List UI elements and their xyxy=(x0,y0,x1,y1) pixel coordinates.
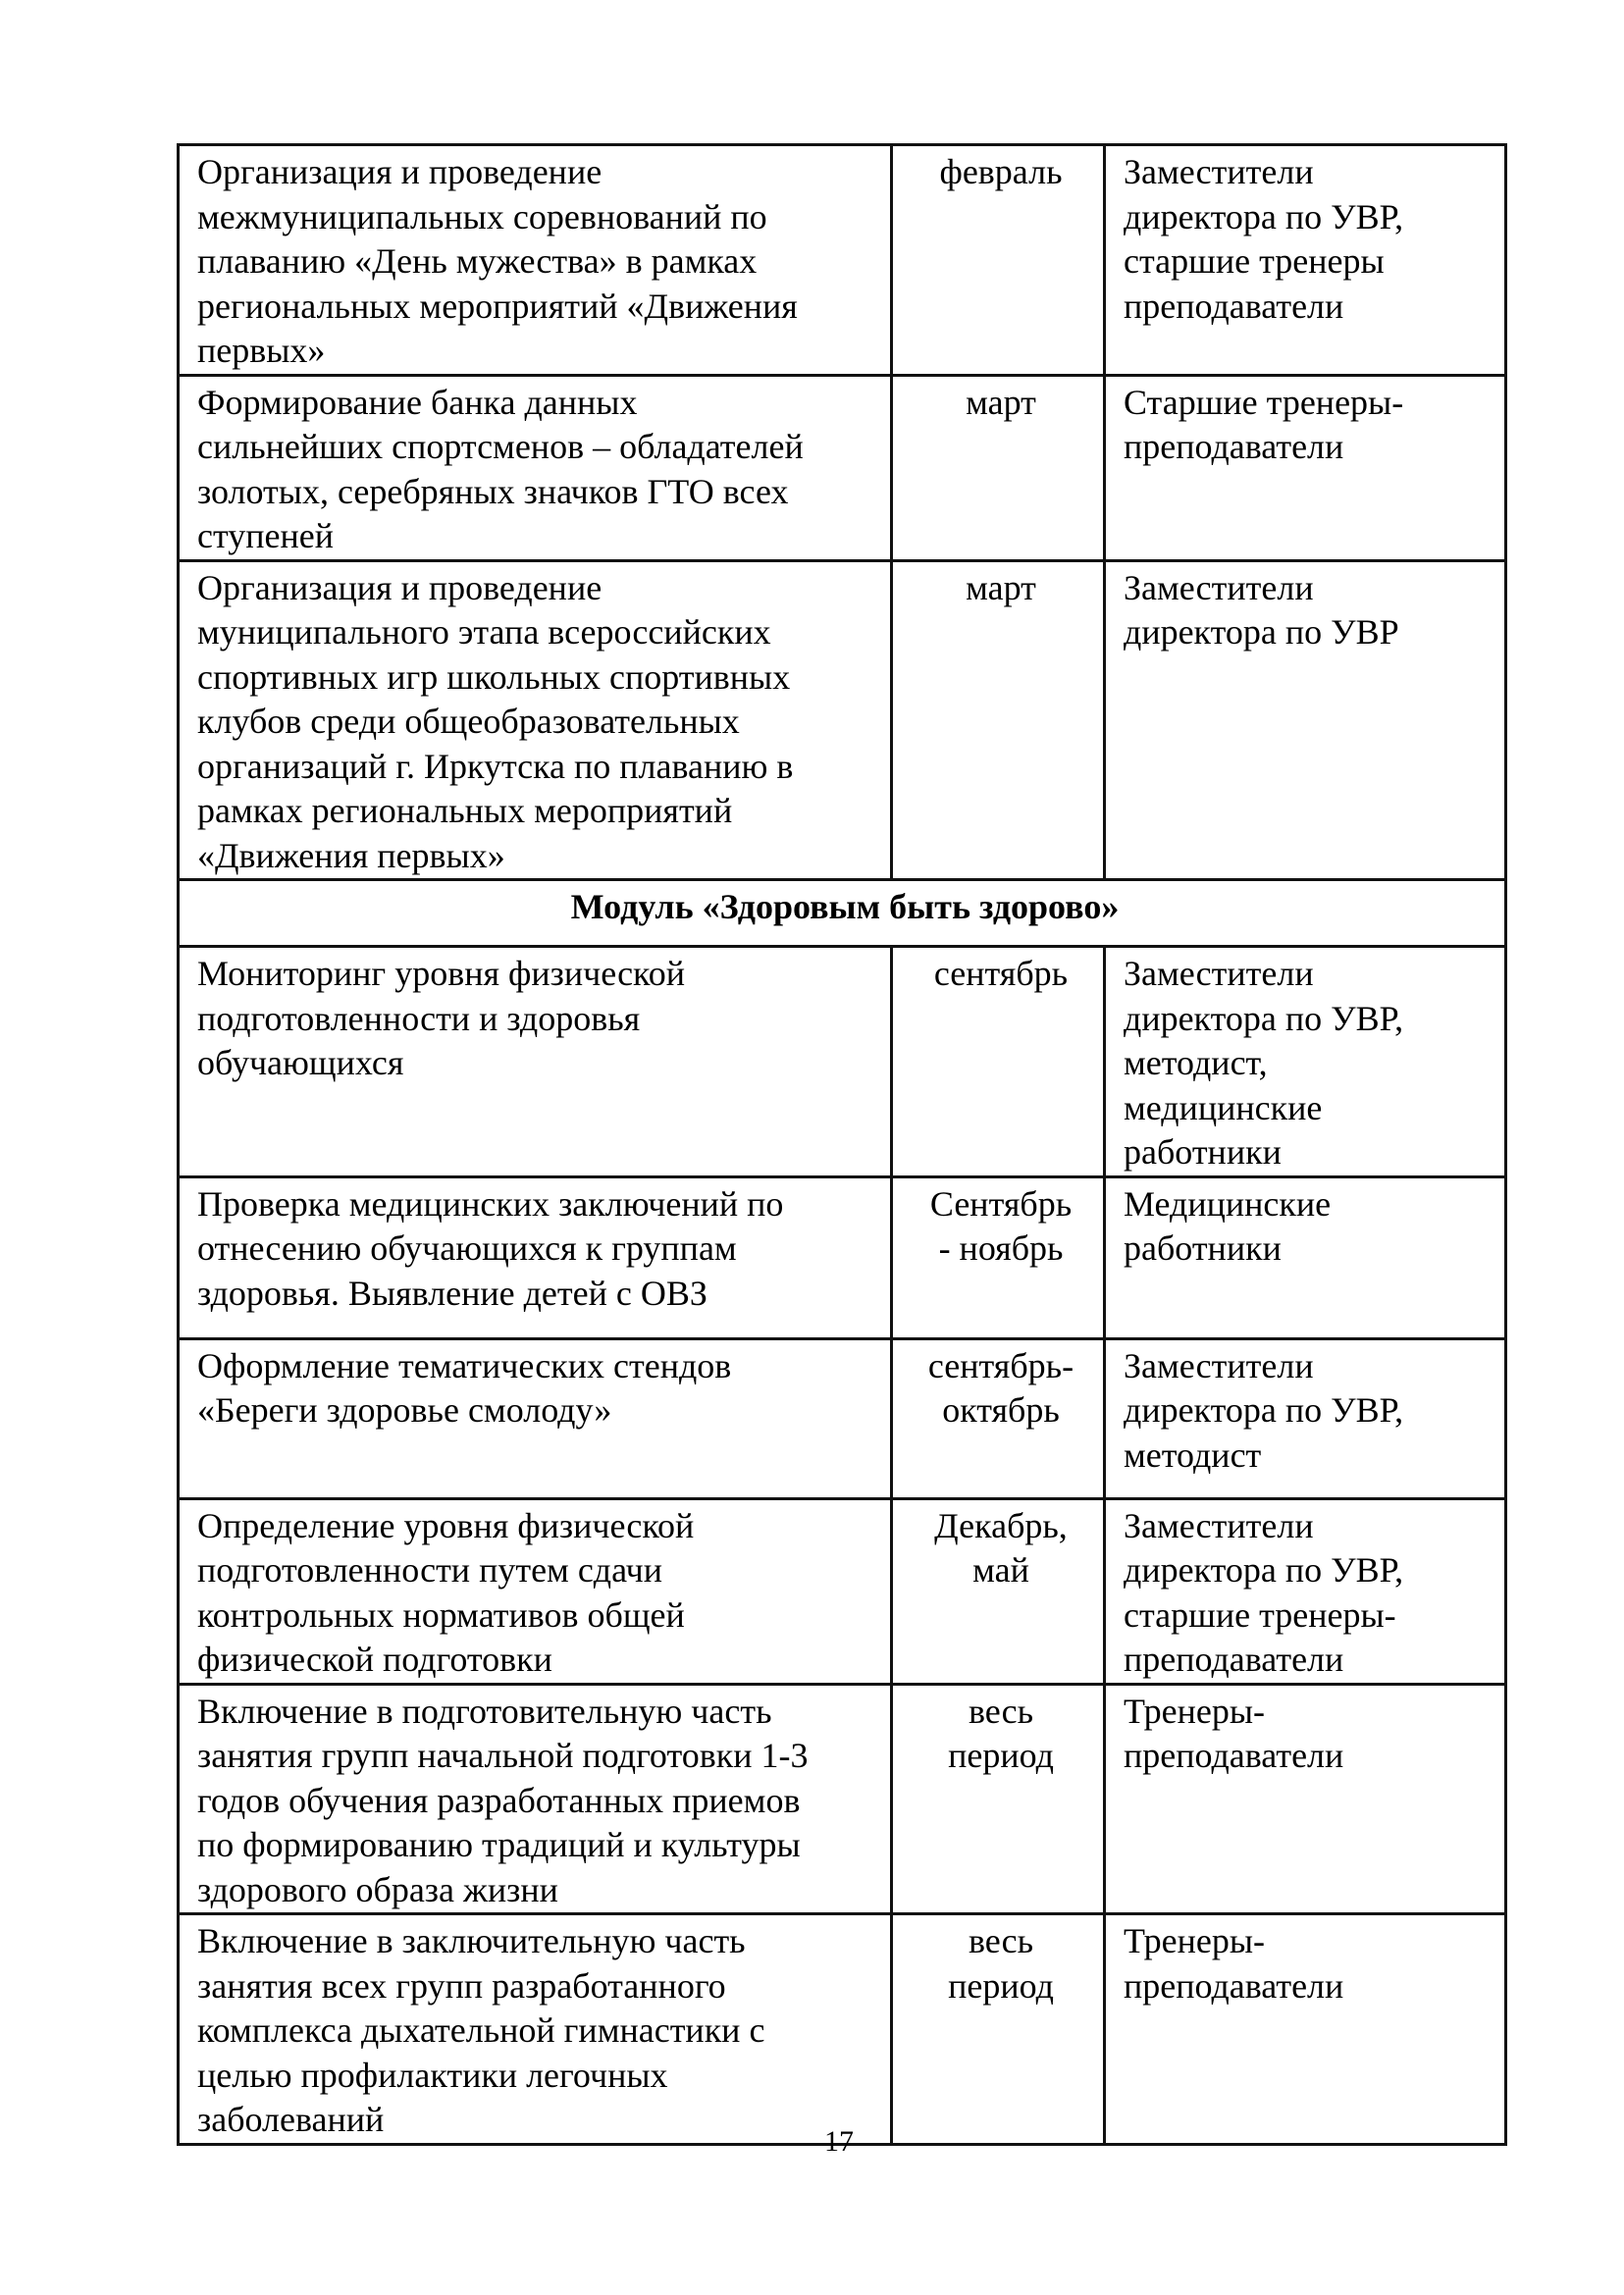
period-cell-line: сентябрь- xyxy=(927,1345,1074,1385)
table-row xyxy=(179,560,1506,880)
responsible-cell xyxy=(1105,1914,1506,2145)
period-cell-line: сентябрь xyxy=(933,954,1069,993)
responsible-cell-line: преподаватели xyxy=(1124,1965,1344,2006)
event-cell-line: Оформление тематических стендов xyxy=(197,1345,732,1385)
responsible-cell xyxy=(1105,1176,1506,1338)
event-cell-line: Включение в заключительную часть xyxy=(197,1921,746,1960)
period-cell-line: май xyxy=(972,1550,1029,1590)
period-cell-line: март xyxy=(966,382,1036,422)
responsible-cell-line: преподаватели xyxy=(1124,1640,1344,1679)
module-title: Модуль «Здоровым быть здорово» xyxy=(179,880,1506,947)
responsible-cell-line: Тренеры- xyxy=(1124,1691,1266,1731)
event-cell-line: подготовленности путем сдачи xyxy=(197,1550,663,1590)
period-cell-line: Декабрь, xyxy=(934,1505,1068,1545)
event-cell-line: обучающихся xyxy=(197,1043,404,1082)
period-cell xyxy=(892,375,1105,560)
period-cell-line: - ноябрь xyxy=(938,1228,1064,1268)
event-cell xyxy=(179,1684,892,1914)
event-cell-line: муниципального этапа всероссийских xyxy=(197,612,771,652)
responsible-cell-line: Заместители xyxy=(1124,567,1314,607)
event-cell-line: занятия всех групп разработанного xyxy=(197,1965,726,2006)
event-cell-line: ступеней xyxy=(197,516,334,555)
event-cell xyxy=(179,1914,892,2145)
event-cell xyxy=(179,375,892,560)
event-cell-line: рамках региональных мероприятий xyxy=(197,791,733,830)
event-cell-line: здоровья. Выявление детей с ОВЗ xyxy=(197,1273,707,1313)
event-cell-line: спортивных игр школьных спортивных xyxy=(197,656,791,697)
event-cell-line: целью профилактики легочных xyxy=(197,2055,668,2095)
responsible-cell-line: Заместители xyxy=(1124,1505,1314,1545)
responsible-cell xyxy=(1105,1338,1506,1498)
table-row xyxy=(179,1338,1506,1498)
period-cell-line: Сентябрь xyxy=(929,1183,1073,1224)
responsible-cell-line: директора по УВР, xyxy=(1124,1550,1404,1590)
event-cell-line: подготовленности и здоровья xyxy=(197,998,641,1038)
period-cell xyxy=(892,145,1105,376)
responsible-cell-line: преподаватели xyxy=(1124,1736,1344,1775)
event-cell-line: плаванию «День мужества» в рамках xyxy=(197,241,758,281)
event-cell-line: Мониторинг уровня физической xyxy=(197,954,685,993)
event-cell-line: Проверка медицинских заключений по xyxy=(197,1183,784,1224)
responsible-cell-line: директора по УВР, xyxy=(1124,1390,1404,1430)
responsible-cell-line: Заместители xyxy=(1124,954,1314,993)
event-cell-line: золотых, серебряных значков ГТО всех xyxy=(197,471,789,511)
responsible-cell-line: методист, xyxy=(1124,1043,1268,1082)
event-cell-line: отнесению обучающихся к группам xyxy=(197,1228,737,1268)
responsible-cell-line: преподаватели xyxy=(1124,286,1344,326)
module-header-row xyxy=(179,880,1506,947)
event-cell-line: годов обучения разработанных приемов xyxy=(197,1780,801,1820)
event-cell-line: сильнейших спортсменов – обладателей xyxy=(197,427,804,466)
period-cell xyxy=(892,1176,1105,1338)
event-cell xyxy=(179,560,892,880)
responsible-cell-line: старшие тренеры- xyxy=(1124,1594,1396,1635)
period-cell-line: октябрь xyxy=(942,1390,1060,1430)
responsible-cell-line: старшие тренеры xyxy=(1124,241,1385,281)
event-cell-line: по формированию традиций и культуры xyxy=(197,1825,801,1864)
event-cell-line: Организация и проведение xyxy=(197,152,602,191)
period-cell xyxy=(892,1914,1105,2145)
event-cell-line: межмуниципальных соревнований по xyxy=(197,196,767,236)
period-cell-line: период xyxy=(948,1965,1054,2006)
responsible-cell-line: директора по УВР, xyxy=(1124,196,1404,236)
table-row xyxy=(179,145,1506,376)
event-cell-line: Включение в подготовительную часть xyxy=(197,1691,772,1731)
table-row xyxy=(179,947,1506,1177)
table-row xyxy=(179,1176,1506,1338)
responsible-cell xyxy=(1105,947,1506,1177)
responsible-cell-line: преподаватели xyxy=(1124,427,1344,466)
responsible-cell-line: Старшие тренеры- xyxy=(1124,382,1404,422)
responsible-cell-line: работники xyxy=(1124,1132,1282,1172)
event-cell-line: Определение уровня физической xyxy=(197,1505,695,1545)
period-cell xyxy=(892,1498,1105,1684)
event-cell-line: здорового образа жизни xyxy=(197,1869,558,1909)
table-body xyxy=(179,145,1506,2145)
responsible-cell xyxy=(1105,375,1506,560)
responsible-cell-line: Заместители xyxy=(1124,1345,1314,1385)
event-cell-line: Формирование банка данных xyxy=(197,382,638,422)
responsible-cell xyxy=(1105,145,1506,376)
event-cell xyxy=(179,1176,892,1338)
period-cell xyxy=(892,560,1105,880)
responsible-cell xyxy=(1105,1684,1506,1914)
period-cell xyxy=(892,1684,1105,1914)
event-cell xyxy=(179,145,892,376)
period-cell-line: период xyxy=(948,1736,1054,1775)
event-cell-line: клубов среди общеобразовательных xyxy=(197,702,740,741)
event-cell-line: «Движения первых» xyxy=(197,835,505,875)
responsible-cell-line: медицинские xyxy=(1124,1087,1323,1127)
responsible-cell xyxy=(1105,560,1506,880)
event-cell xyxy=(179,947,892,1177)
responsible-cell-line: Заместители xyxy=(1124,152,1314,191)
responsible-cell xyxy=(1105,1498,1506,1684)
period-cell xyxy=(892,1338,1105,1498)
period-cell-line: весь xyxy=(968,1691,1034,1731)
period-cell-line: февраль xyxy=(939,152,1063,191)
event-cell-line: контрольных нормативов общей xyxy=(197,1594,685,1635)
event-cell-line: занятия групп начальной подготовки 1-3 xyxy=(197,1736,809,1775)
period-cell-line: весь xyxy=(968,1921,1034,1960)
activity-plan-table xyxy=(177,143,1507,2146)
period-cell-line: март xyxy=(966,567,1036,607)
event-cell-line: первых» xyxy=(197,331,326,370)
table-row xyxy=(179,1498,1506,1684)
event-cell-line: региональных мероприятий «Движения xyxy=(197,286,798,326)
responsible-cell-line: Тренеры- xyxy=(1124,1921,1266,1960)
event-cell-line: «Береги здоровье смолоду» xyxy=(197,1390,612,1430)
event-cell xyxy=(179,1338,892,1498)
event-cell-line: физической подготовки xyxy=(197,1640,552,1679)
event-cell-line: Организация и проведение xyxy=(197,567,602,607)
event-cell xyxy=(179,1498,892,1684)
table-row xyxy=(179,375,1506,560)
table-row xyxy=(179,1684,1506,1914)
responsible-cell-line: Медицинские xyxy=(1124,1183,1332,1224)
responsible-cell-line: методист xyxy=(1124,1434,1262,1475)
responsible-cell-line: работники xyxy=(1124,1228,1282,1268)
period-cell xyxy=(892,947,1105,1177)
responsible-cell-line: директора по УВР xyxy=(1124,612,1399,652)
table-row xyxy=(179,1914,1506,2145)
responsible-cell-line: директора по УВР, xyxy=(1124,998,1404,1038)
page-number: 17 xyxy=(824,2125,854,2158)
event-cell-line: комплекса дыхательной гимнастики с xyxy=(197,2010,765,2050)
event-cell-line: заболеваний xyxy=(197,2100,385,2139)
event-cell-line: организаций г. Иркутска по плаванию в xyxy=(197,746,794,786)
